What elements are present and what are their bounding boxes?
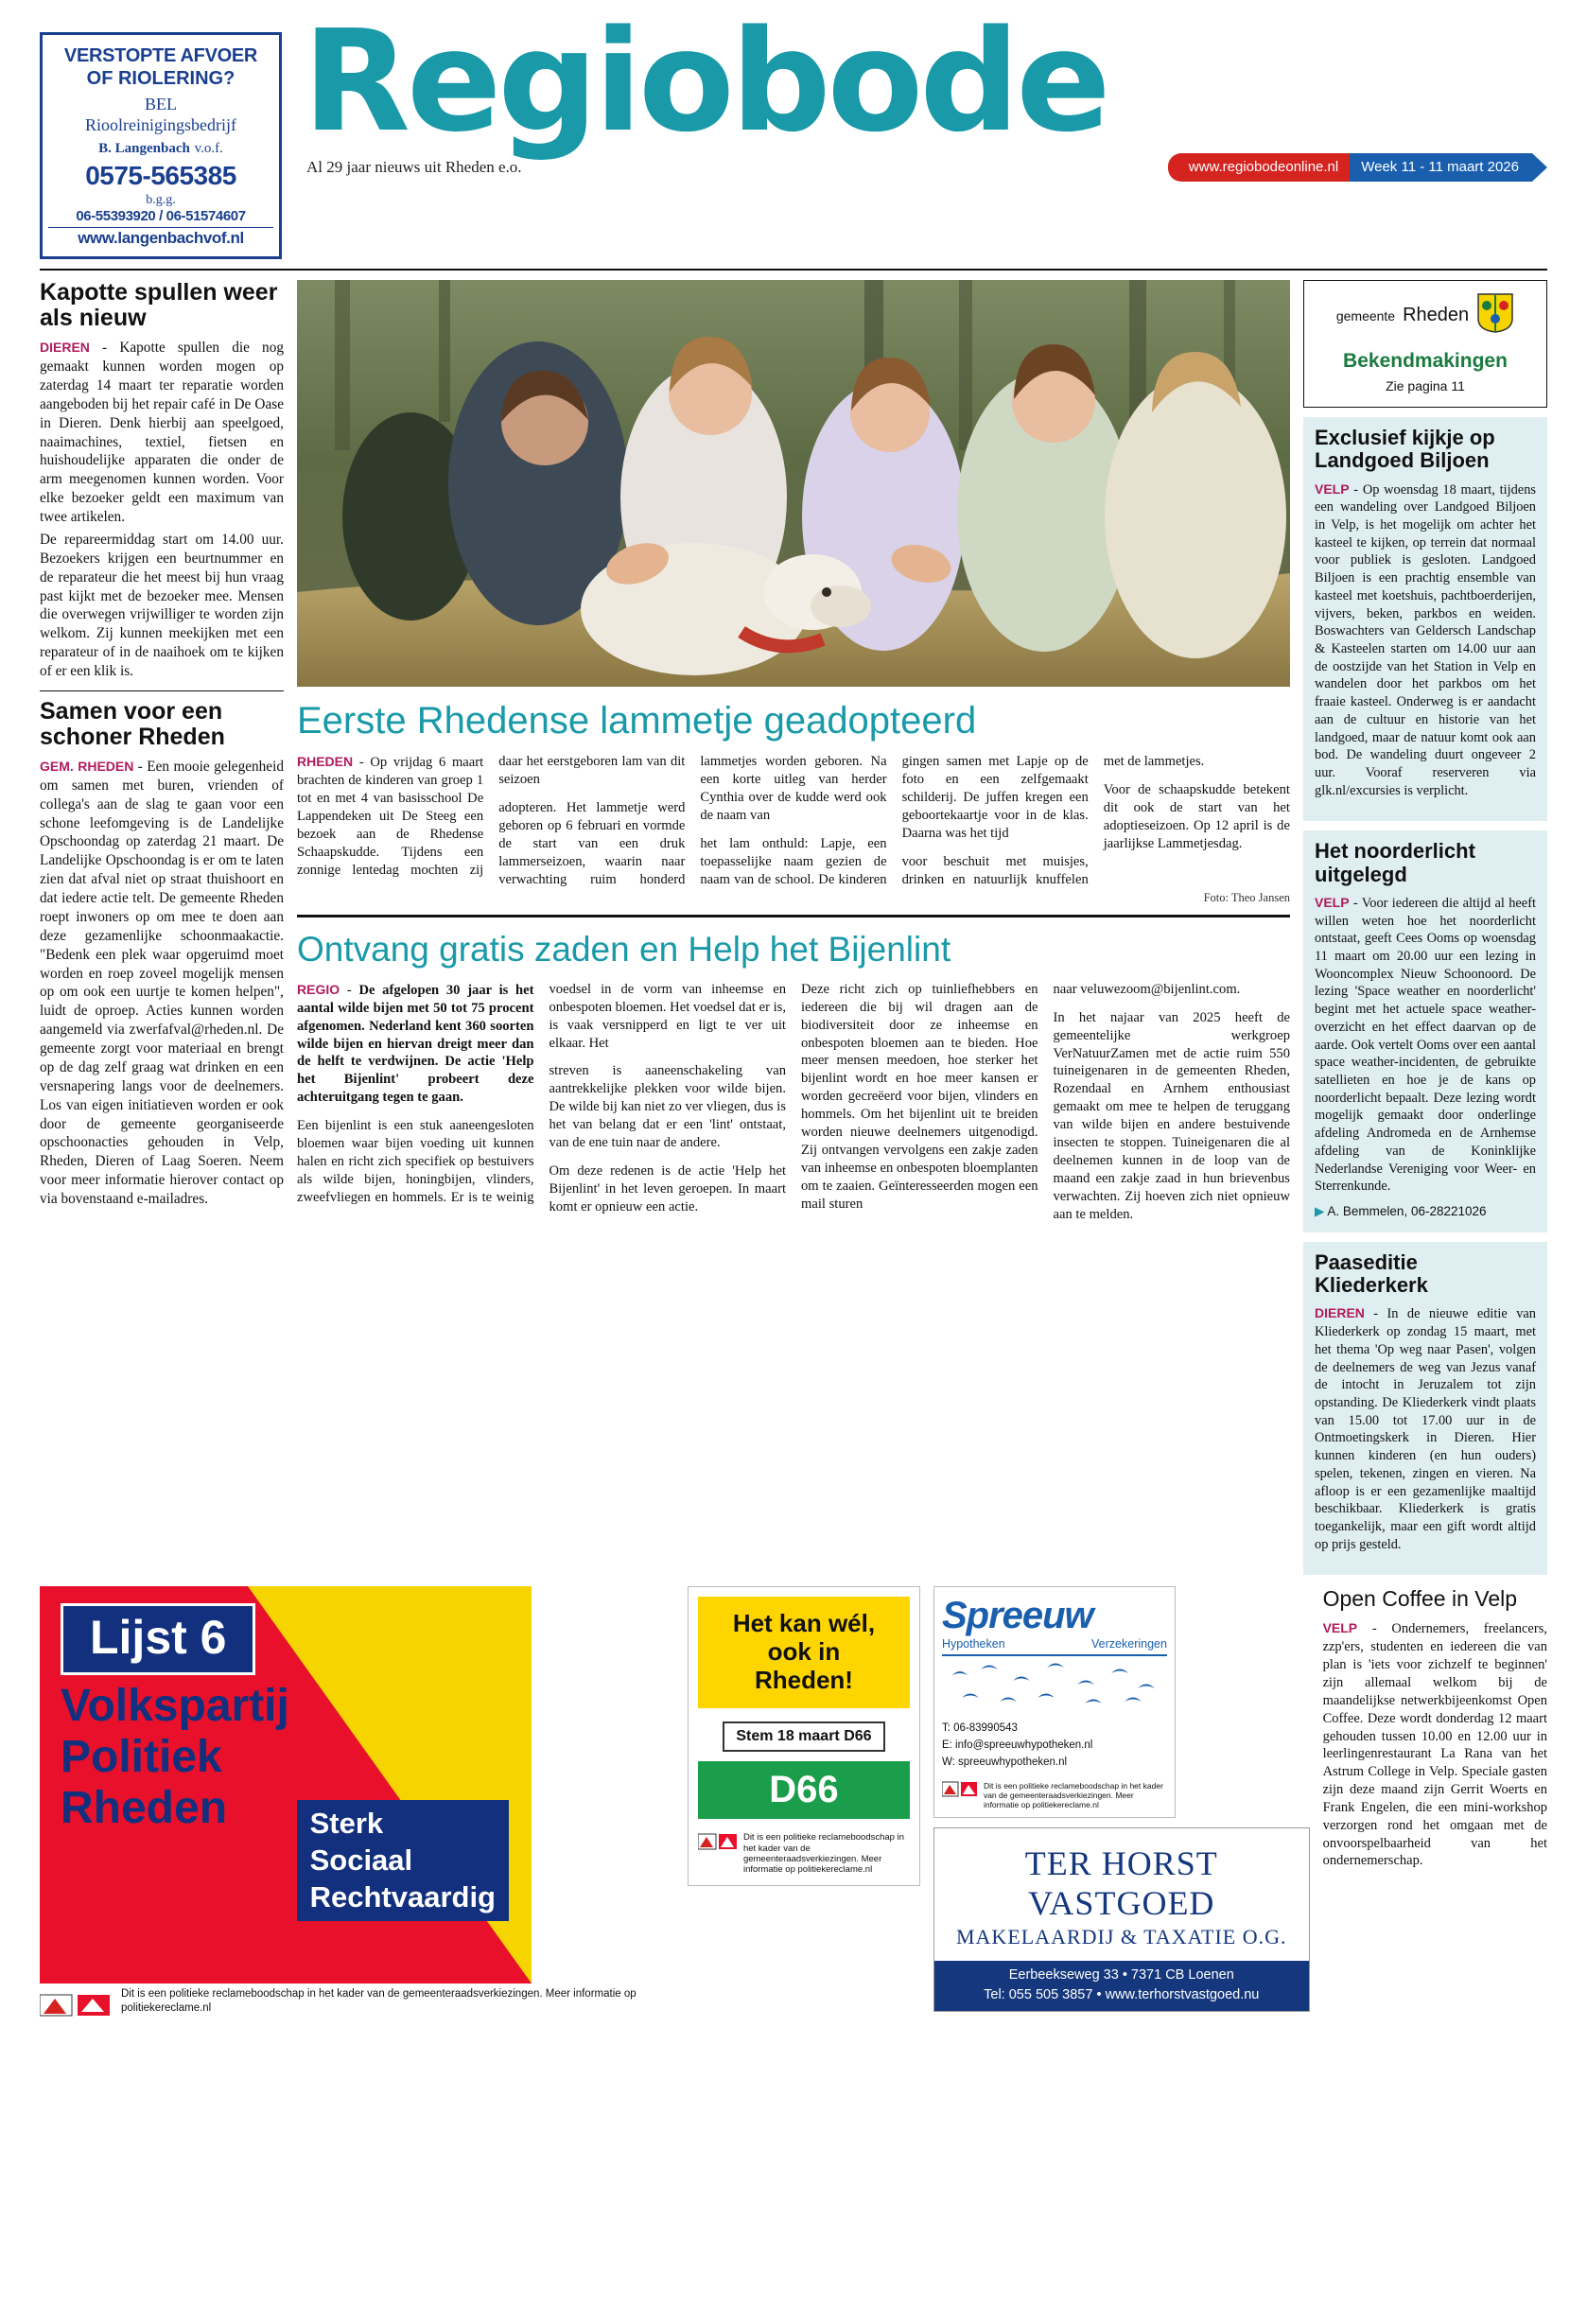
lammetje-p4: voor beschuit met muisjes, drinken en natuurlijk knuffelen met de lammetjes. [901, 754, 1205, 887]
party-name-line3: Rheden [61, 1782, 228, 1833]
d66-logo: D66 [698, 1761, 910, 1819]
sidebar-signature-noorderlicht: ▶ A. Bemmelen, 06-28221026 [1315, 1204, 1487, 1219]
spreeuw-tel-label: T: [941, 1722, 950, 1735]
kapotte-p2: De repareermiddag start om 14.00 uur. Bezoekers krijgen een beurtnummer en de reparateur die het meest bij hun vraag past kijkt met de bezoeker mee. Mensen die overwegen vrijwilliger te worden zijn welkom. Zij kunnen meekijken met een reparateur of in de naaihoek om te kijken of er een klik is. [40, 531, 284, 679]
arrow-icon: ▶ [1315, 1204, 1325, 1219]
article-body-schoner: GEM. RHEDEN - Een mooie gelegenheid om samen met buren, vrienden of collega's aan de slag te gaan voor een schone leefomgeving is de Landelijke Opschoondag op zaterdag 21 maart. De Landelijke Opschoondag is er om te laten zien dat afval niet op straat thuishoort en dat iedere actie telt. De gemeente Rheden roept inwoners op om mee te doen aan deze gezamenlijke schoonmaakactie. "Bedenk een plek waar opgeruimd moet worden en roep zoveel mogelijk mensen op om ook een uurtje te komen helpen", luidt de oproep. Acties kunnen worden aangemeld via zwerfafval@rheden.nl. De gemeente zorgt voor materiaal en brengt op de dag zelf graag wat drinken en een versnapering langs voor de deelnemers. Los van eigen initiatieven worden er ook door de gemeente georganiseerde opschoonacties gehouden in Velp, Rheden, Dieren of Laag Soeren. Neem voor meer informatie hierover contact op via bovenstaand e-mailadres. [40, 758, 284, 1207]
spreeuw-tel: 06-83990543 [953, 1722, 1018, 1735]
volkspartij-poster[interactable] [40, 1586, 532, 1983]
d66-headline [698, 1597, 910, 1708]
photo-illustration [297, 280, 1290, 687]
ter-horst-name: TER HORST VASTGOED [1024, 1844, 1218, 1923]
spreeuw-service-1: Hypotheken [941, 1637, 1005, 1651]
bijenlint-p3: Om deze redenen is de actie 'Help het Bijenlint' in het leven geroepen. In maart komt er opnieuw een actie. [549, 1163, 786, 1215]
right-column [1303, 280, 1547, 1575]
ads-right-stack [933, 1586, 1310, 2015]
spreeuw-email[interactable]: info@spreeuwhypotheken.nl [955, 1739, 1093, 1752]
main-divider [297, 915, 1290, 917]
gemeente-box[interactable] [1303, 280, 1547, 408]
volkspartij-disclaimer [40, 1987, 674, 2015]
party-name [61, 1681, 289, 1833]
ad-line-1: VERSTOPTE AFVOER [63, 45, 258, 66]
ad-volkspartij[interactable] [40, 1586, 674, 2015]
flag-arrow [1532, 153, 1547, 182]
ter-horst-contact [934, 1961, 1309, 2010]
sidebar-box-noorderlicht [1303, 830, 1547, 1232]
week-flag [1168, 153, 1547, 182]
spreeuw-email-row [942, 1738, 1167, 1755]
spreeuw-disclaimer [942, 1781, 1167, 1810]
ad-line-4: Rioolreinigingsbedrijf [85, 114, 236, 134]
spreeuw-web[interactable]: spreeuwhypotheken.nl [958, 1756, 1068, 1769]
poster-yellow-wedge [248, 1586, 532, 1983]
article-title-schoner: Samen voor een schoner Rheden [40, 697, 225, 750]
sidebar-box-kliederkerk [1303, 1242, 1547, 1575]
ter-horst-header [934, 1828, 1309, 1961]
ter-horst-address: Eerbeekseweg 33 • 7371 CB Loenen [1008, 1967, 1234, 1983]
lamb-adoption-photo [297, 280, 1290, 687]
sidebar-body-kliederkerk: DIEREN - In de nieuwe editie van Kliederkerk op zondag 15 maart, met het thema 'Op weg naar Pasen', volgen de deelnemers de weg van Jezus vanaf de intocht in Jeruzalem tot zijn opstanding. De Kliederkerk vindt plaats van 15.00 tot 17.00 uur in de Ontmoetingskerk in Dieren. Hier kunnen kinderen (en hun ouders) spelen, tekenen, zingen en vieren. Na afloop is er een gezamenlijke maaltijd beschikbaar. Kliederkerk is gratis toegankelijk, maar een gift wordt altijd op prijs gesteld. [1315, 1305, 1536, 1552]
website-url[interactable]: www.regiobodeonline.nl [1168, 153, 1350, 182]
spreeuw-services [942, 1637, 1167, 1656]
ad-bgg: b.g.g. [146, 193, 176, 208]
dateline-gem-rheden: GEM. RHEDEN [40, 758, 134, 774]
article-title-bijenlint: Ontvang gratis zaden en Help het Bijenlint [297, 929, 951, 969]
dateline-rheden: RHEDEN [297, 754, 354, 770]
dateline-dieren-2: DIEREN [1315, 1305, 1365, 1321]
article-body-kapotte: DIEREN - Kapotte spullen die nog gemaakt kunnen worden mogen op zaterdag 14 maart ter reparatie worden aangeboden bij het repair café in De Oase in Dieren. Denk hierbij aan speelgoed, naaimachines, textiel, fietsen en huishoudelijke apparaten die onder de arm meegenomen kunnen worden. Voor elke bezoeker geldt een maximum van twee artikelen. De repareermiddag start om 14.00 uur. Bezoekers krijgen een beurtnummer en de reparateur die het meest bij hun vraag past kijkt met de bezoeker mee. Mensen die overwegen vrijwilliger te worden zijn welkom. Zij kunnen meekijken met een reparateur of in de naaihoek om te kijken of er een klik is. [40, 340, 285, 679]
sidebar-body-noorderlicht: VELP - Voor iedereen die altijd al heeft willen weten hoe het noorderlicht ontstaat, geeft Cees Ooms op woensdag 11 maart om 20.00 uur een lezing in Wooncomplex Nieuw Schoonoord. De lezing 'Space weather en noorderlicht' begint met het actuele space weather-overzicht en het effect daarvan op de aarde. Ook vertelt Ooms over een aantal space weather-incidenten, de gebruikte satellieten en hoe je de kans op noorderlicht bepaalt. Deze lezing wordt mogelijk gemaakt door onderlinge afdeling Andromeda en de Arnhemse afdeling van de Koninklijke Nederlandse Vereniging voor Weer- en Sterrenkunde. [1315, 894, 1536, 1195]
ad-phone: 0575-565385 [85, 160, 236, 190]
spreeuw-web-label: W: [941, 1756, 955, 1769]
lijst-number: Lijst 6 [61, 1603, 255, 1675]
bottom-ads [40, 1586, 1547, 2015]
content-grid [40, 280, 1547, 1575]
spreeuw-disclaimer-text: Dit is een politieke reclameboodschap in het kader van de gemeenteraadsverkiezingen. Meer informatie op politiekereclame.nl [983, 1780, 1163, 1810]
lammetje-p2: adopteren. Het lammetje werd geboren op 6 februari en vormde de start van een druk lammerseizoen, waarin naar verwachting ruim honderd lammetjes worden geboren. Na een korte uitleg van herder Cynthia over de kudde werd ook de naam van [498, 754, 887, 887]
article-body-lammetje: RHEDEN - Op vrijdag 6 maart brachten de kinderen van groep 1 tot en met 4 van basisschool De Lappendeken uit De Steeg een bezoek aan de Rhedense Schaapskudde. Tijdens een zonnige lentedag mochten zij daar het eerstgeboren lam van dit seizoen adopteren. Het lammetje werd geboren op 6 februari en vormde de start van een druk lammerseizoen, waarin naar verwachting ruim honderd lammetjes worden geboren. Na een korte uitleg van herder Cynthia over de kudde werd ook de naam van het lam onthuld: Lapje, een toepasselijke naam gezien de naam van de school. De kinderen gingen samen met Lapje op de foto en een zelfgemaakt schilderij. De juffen kregen een geboortekaartje voor in de klas. Daarna was het tijd voor beschuit met muisjes, drinken en natuurlijk knuffelen met de lammetjes. Voor de schaapskudde betekent dit ook de start van het adoptieseizoen. Op 12 april is de jaarlijkse Lammetjesdag. [297, 754, 1290, 887]
left-divider [40, 690, 284, 691]
ad-website[interactable]: www.langenbachvof.nl [48, 227, 273, 249]
sidebar-title-biljoen: Exclusief kijkje op Landgoed Biljoen [1315, 426, 1495, 473]
disclaimer-text: Dit is een politieke reclameboodschap in het kader van de gemeenteraadsverkiezingen. Meer informatie op politiekereclame.nl [121, 1988, 637, 2014]
slogan-line1: Sterk [309, 1807, 384, 1841]
party-name-line1: Volkspartij [61, 1681, 289, 1732]
ter-horst-subtitle: MAKELAARDIJ & TAXATIE O.G. [955, 1925, 1287, 1949]
gemeente-header [1314, 292, 1537, 339]
masthead [40, 0, 1547, 259]
no-ads-sticker-icon [40, 1989, 112, 2021]
bekendmakingen-label: Bekendmakingen [1343, 350, 1508, 373]
gemeente-name: Rheden [1403, 305, 1470, 326]
kapotte-p1: Kapotte spullen die nog gemaakt kunnen worden mogen op zaterdag 14 maart ter reparatie worden aangeboden bij het repair café in De Oase in Dieren. Denk hierbij aan speelgoed, naaimachines, textiel, fietsen en huishoudelijke apparaten die onder de arm meegenomen kunnen worden. Voor elke bezoeker geldt een maximum van twee artikelen. [40, 340, 285, 525]
left-column [40, 280, 284, 1575]
party-name-line2: Politiek [61, 1732, 222, 1783]
spreeuw-service-2: Verzekeringen [1091, 1637, 1167, 1651]
bijenlint-p1: Een bijenlint is een stuk aaneengesloten bloemen waar bijen voeding uit kunnen halen en richt zich specifiek op bestuivers als wilde bijen, honingbijen, vlinders, zweefvliegen en hommels. Er is te weinig voedsel in de vorm van inheemse en onbespoten bloemen. Het voedsel dat er is, is vaak versnipperd en ligt te ver uit elkaar. Het [297, 981, 786, 1206]
slogan-line3: Rechtvaardig [309, 1879, 496, 1913]
week-label: Week 11 - 11 maart 2026 [1350, 153, 1532, 182]
article-body-bijenlint: REGIO - De afgelopen 30 jaar is het aantal wilde bijen met 50 tot 75 procent afgenomen. Nederland kent 360 soorten wilde bijen en hiervan dreigt meer dan de helft te verdwijnen. De actie 'Help het Bijenlint' probeert deze achteruitgang tegen te gaan. Een bijenlint is een stuk aaneengesloten bloemen waar bijen voeding uit kunnen halen en richt zich specifiek op bestuivers als wilde bijen, honingbijen, vlinders, zweefvliegen en hommels. Er is te weinig voedsel in de vorm van inheemse en onbespoten bloemen. Het voedsel dat er is, is vaak versnipperd en ligt te ver uit elkaar. Het streven is aaneenschakeling van aantrekkelijke plekken voor wilde bijen. De wilde bij kan niet zo ver vliegen, dus is het van belang dat er een 'lint' ontstaat, van de ene tuin naar de andere. Om deze redenen is de actie 'Help het Bijenlint' in het leven geroepen. In maart komt er opnieuw een actie. Deze richt zich op tuinliefhebbers en iedereen die bij wil dragen aan de biodiversiteit door ze inheemse en onbespoten bloemen aan te bieden. Hoe meer mensen meedoen, hoe sterker het bijenlint wordt en hoe meer kansen er worden gecreëerd voor bijen, vlinders en hommels. Om het bijenlint uit te breiden worden nieuwe deelnemers uitgenodigd. Zij ontvangen vervolgens een zakje zaden van inheemse en onbespoten bloemplanten om te zaaien. Geïnteresseerden mogen een mail sturen naar veluwezoom@bijenlint.com. In het najaar van 2025 heeft de gemeentelijke werkgroep VerNatuurZamen met de actie ruim 550 tuineigenaren in de gemeenten Rheden, Rozendaal en Arnhem enthousiast gemaakt om mee te helpen de teruggang van wilde bijen en andere bestuivende insecten te stoppen. Tuineigenaren die al deelnemen kunnen in de loop van de maand een zakje zaad in hun brievenbus verwachten. Zij hoeven zich niet opnieuw aan te melden. [297, 981, 1290, 1223]
article-title-lammetje: Eerste Rhedense lammetje geadopteerd [297, 700, 977, 743]
d66-disclaimer [698, 1832, 910, 1876]
sidebar-box-biljoen [1303, 417, 1547, 821]
lammetje-p3: het lam onthuld: Lapje, een toepasselijke naam gezien de naam van de school. De kinderen gingen samen met Lapje op de foto en een zelfgemaakt schilderij. De juffen kregen een geboortekaartje voor in de klas. Daarna was het tijd [700, 754, 1089, 887]
open-coffee-body: VELP - Ondernemers, freelancers, zzp'ers, studenten en iedereen die van plan is 'iets voor zichzelf te beginnen' zijn allemaal welkom bij de maandelijkse netwerkbijeenkomst Open Coffee. Deze wordt donderdag 12 maart gehouden tussen 10.00 en 12.00 uur in leerlingenrestaurant La Rana van het Astrum College in Velp. Speciale gasten zijn deze maand zijn Gerrit Woerts en Frank Engelen, die een mini-workshop verzorgen rond het omgaan met de onvoorspelbaarheid van het ondernemerschap. [1322, 1620, 1547, 1869]
ad-line-2: OF RIOLERING? [86, 68, 235, 90]
spreeuw-birds-icon [942, 1656, 1167, 1715]
dateline-velp-3: VELP [1322, 1620, 1358, 1636]
d66-head-3: Rheden! [754, 1666, 853, 1695]
gemeente-pre-label: gemeente [1335, 307, 1396, 323]
bijenlint-p6: In het najaar van 2025 heeft de gemeentelijke werkgroep VerNatuurZamen met de actie ruim 550 tuineigenaren in de gemeenten Rheden, Rozendaal en Arnhem enthousiast gemaakt om mee te helpen de teruggang van wilde bijen en andere bestuivende insecten te stoppen. Tuineigenaren die al deelnemen kunnen in de loop van de maand een zakje zaad in hun brievenbus verwachten. Zij hoeven zich niet opnieuw aan te melden. [1053, 1009, 1290, 1223]
ter-horst-phone-web[interactable]: Tel: 055 505 3857 • www.terhorstvastgoed.nu [984, 1987, 1260, 2003]
bijenlint-p4: Deze richt zich op tuinliefhebbers en iedereen die bij wil dragen aan de biodiversiteit door ze inheemse en onbespoten bloemen aan te bieden. Hoe meer mensen meedoen, hoe sterker het bijenlint wordt en hoe meer kansen er worden gecreëerd voor bijen, vlinders en hommels. Om het bijenlint uit te breiden worden nieuwe deelnemers uitgenodigd. Zij ontvangen vervolgens een zakje zaden van inheemse en onbespoten bloemplanten om te zaaien. Geïnteresseerden mogen een mail sturen [801, 981, 1038, 1213]
no-ads-sticker-icon [698, 1832, 738, 1854]
bijenlint-p5: naar veluwezoom@bijenlint.com. [1053, 981, 1241, 997]
d66-disclaimer-text: Dit is een politieke reclameboodschap in het kader van de gemeenteraadsverkiezingen. Meer informatie op politiekereclame.nl [742, 1832, 904, 1876]
lammetje-p5: Voor de schaapskudde betekent dit ook de start van het adoptieseizoen. Op 12 april is de jaarlijkse Lammetjesdag. [1103, 782, 1290, 851]
sidebar-title-noorderlicht: Het noorderlicht uitgelegd [1315, 839, 1475, 886]
d66-vote-badge: Stem 18 maart D66 [723, 1721, 884, 1752]
ad-mobile-numbers: 06-55393920 / 06-51574607 [76, 208, 246, 225]
title-area [299, 0, 1547, 182]
tagline-row [299, 153, 1547, 182]
dateline-velp-1: VELP [1315, 481, 1350, 497]
ad-company-name: B. Langenbach v.o.f. [98, 140, 223, 156]
bijenlint-p2: streven is aaneenschakeling van aantrekkelijke plekken voor wilde bijen. De wilde bij kan niet zo ver vliegen, dus is het van belang dat er een 'lint' ontstaat, van de ene tuin naar de andere. [549, 1063, 786, 1151]
dateline-regio: REGIO [297, 981, 340, 997]
dateline-velp-2: VELP [1315, 894, 1350, 910]
party-slogan [297, 1800, 509, 1921]
bekendmakingen-page-ref: Zie pagina 11 [1386, 378, 1465, 394]
gemeente-coat-of-arms-icon [1476, 292, 1514, 339]
open-coffee-title: Open Coffee in Velp [1322, 1586, 1518, 1612]
ad-d66[interactable] [688, 1586, 920, 1885]
lammetje-p1: Op vrijdag 6 maart brachten de kinderen van groep 1 tot en met 4 van basisschool De Lappendeken uit De Steeg een bezoek aan de Rhedense Schaapskudde. Tijdens een zonnige lentedag mochten zij daar het eerstgeboren lam van dit seizoen [297, 754, 686, 878]
ad-langenbach[interactable] [40, 32, 282, 259]
schoner-p1: Een mooie gelegenheid om samen met buren, vrienden of collega's aan de slag te gaan voor een schone leefomgeving is de Landelijke Opschoondag op zaterdag 21 maart. De Landelijke Opschoondag is er om te laten zien dat afval niet op straat thuishoort en dat iedere actie telt. De gemeente Rheden roept inwoners op om mee te doen aan deze gezamenlijke schoonmaakactie. "Bedenk een plek waar opgeruimd moet worden en roep zoveel mogelijk mensen op om ook een uurtje te komen helpen", luidt de oproep. Acties kunnen worden aangemeld via zwerfafval@rheden.nl. De gemeente zorgt voor materiaal en brengt op de dag zelf graag wat drinken en een versnapering langs voor de deelnemers. Los van eigen initiatieven worden er ook door de gemeente georganiseerde opschoonacties gehouden in Velp, Rheden, Dieren of Laag Soeren. Neem voor meer informatie hierover contact op via bovenstaand e-mailadres. [40, 758, 284, 1207]
article-open-coffee [1323, 1586, 1547, 2015]
ad-spreeuw[interactable] [933, 1586, 1176, 1818]
photo-credit: Foto: Theo Jansen [1203, 890, 1290, 904]
no-ads-sticker-icon [942, 1781, 978, 1800]
main-column [297, 280, 1290, 1575]
spreeuw-email-label: E: [941, 1739, 952, 1752]
d66-head-2: ook in [767, 1637, 841, 1667]
ad-ter-horst[interactable] [933, 1827, 1310, 2011]
slogan-line2: Sociaal [309, 1843, 413, 1877]
ad-line-3: BEL [145, 94, 177, 114]
sidebar-title-kliederkerk: Paaseditie Kliederkerk [1315, 1250, 1428, 1298]
masthead-rule [40, 269, 1547, 271]
page-title: Regiobode [303, 0, 1107, 163]
d66-head-1: Het kan wél, [732, 1609, 876, 1638]
spreeuw-web-row [942, 1755, 1167, 1772]
spreeuw-brand: Spreeuw [941, 1595, 1093, 1637]
bijenlint-lead: De afgelopen 30 jaar is het aantal wilde bijen met 50 tot 75 procent afgenomen. Nederland kent 360 soorten wilde bijen en hiervan dreigt meer dan de helft te verdwijnen. De actie 'Help het Bijenlint' probeert deze achteruitgang tegen te gaan. [297, 982, 534, 1106]
dateline-dieren: DIEREN [40, 340, 90, 356]
spreeuw-contact [942, 1721, 1167, 1771]
tagline: Al 29 jaar nieuws uit Rheden e.o. [306, 158, 522, 177]
ad-d66-wrap[interactable] [688, 1586, 920, 2015]
sidebar-body-biljoen: VELP - Op woensdag 18 maart, tijdens een wandeling over Landgoed Biljoen in Velp, is het mogelijk om achter het kasteel te kijken, op terrein dat normaal voor publiek is gesloten. Landgoed Biljoen is een prachtig ensemble van kasteel met koetshuis, pachtboerderijen, vijvers, beken, parkbos en weiden. Boswachters van Geldersch Landschap & Kasteelen starten om 14.00 uur aan de oostzijde van het Station in Velp en wandelen door het parkbos om het fraaie kasteel. Onderweg is er aandacht aan de cultuur en historie van het landgoed, maar de natuur komt ook aan bod. De wandeling duurt ongeveer 2 uur. Vooraf reserveren via glk.nl/excursies is verplicht. [1315, 481, 1536, 798]
spreeuw-tel-row [942, 1721, 1167, 1738]
article-title-kapotte: Kapotte spullen weer als nieuw [40, 279, 278, 332]
